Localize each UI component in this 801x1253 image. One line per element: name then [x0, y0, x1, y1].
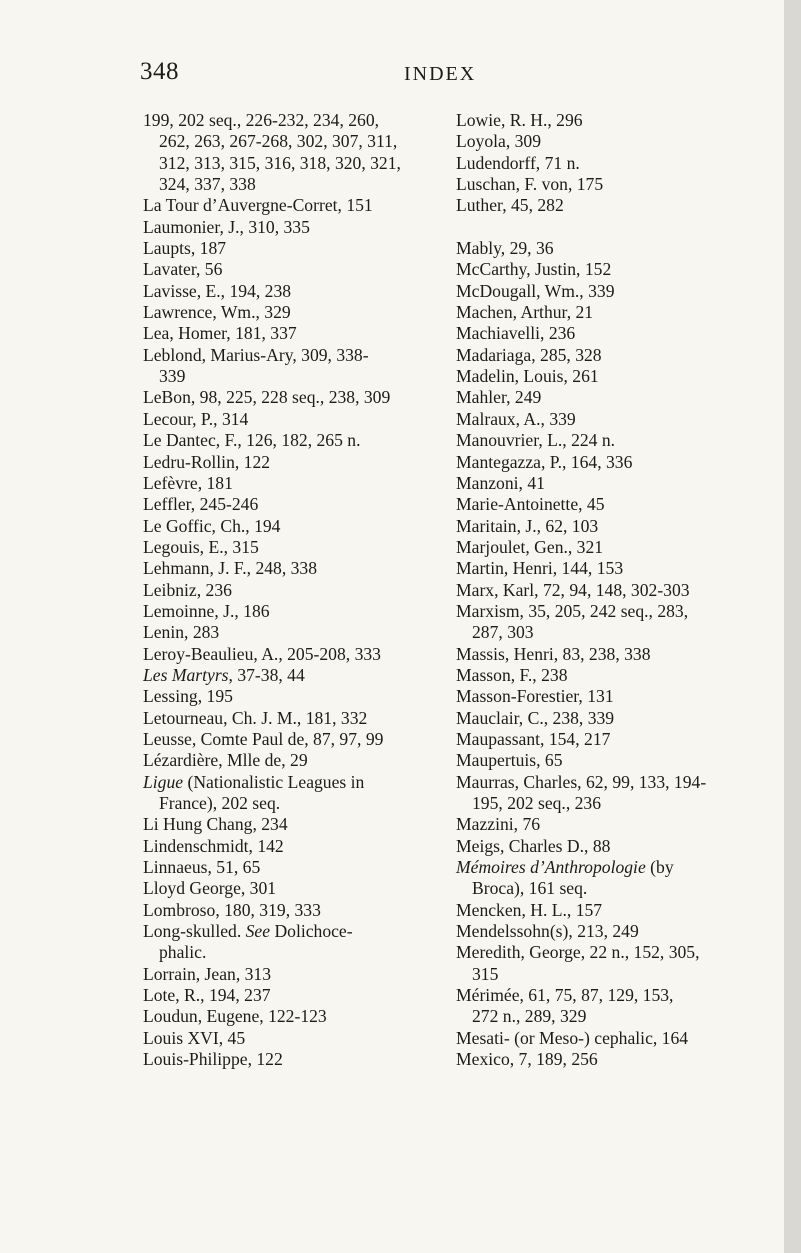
- index-entry: Mencken, H. L., 157: [456, 899, 603, 920]
- index-entry: Leroy-Beaulieu, A., 205-208, 333: [143, 643, 381, 664]
- see-reference: See: [245, 921, 271, 942]
- index-entry: Lessing, 195: [143, 686, 233, 707]
- index-entry-continuation: 195, 202 seq., 236: [472, 793, 602, 813]
- running-head: INDEX: [404, 63, 477, 85]
- page-number: 348: [140, 58, 179, 85]
- index-entry-continuation: 272 n., 289, 329: [472, 1006, 587, 1027]
- index-entry: Ledru-Rollin, 122: [143, 451, 271, 472]
- index-entry: Loudun, Eugene, 122-123: [143, 1006, 327, 1027]
- index-entry: Marx, Karl, 72, 94, 148, 302-303: [456, 579, 690, 600]
- index-entry: Mahler, 249: [456, 387, 542, 408]
- index-entry: Mexico, 7, 189, 256: [456, 1049, 598, 1070]
- index-entry: Lawrence, Wm., 329: [143, 302, 291, 323]
- index-entry: Massis, Henri, 83, 238, 338: [456, 643, 651, 664]
- index-entry-continuation: 339: [159, 366, 186, 387]
- index-column-left: [143, 110, 463, 1070]
- index-entry: Madariaga, 285, 328: [456, 344, 602, 365]
- index-entry: Laumonier, J., 310, 335: [143, 216, 310, 237]
- index-entry: Leffler, 245-246: [143, 494, 259, 515]
- index-entry: Louis-Philippe, 122: [143, 1049, 283, 1070]
- index-entry: Mably, 29, 36: [456, 238, 554, 259]
- index-entry: Masson, F., 238: [456, 664, 568, 685]
- index-entry: Letourneau, Ch. J. M., 181, 332: [143, 707, 368, 728]
- index-entry: Lefèvre, 181: [143, 472, 233, 493]
- index-entry-continuation: Broca), 161 seq.: [472, 878, 588, 899]
- index-entry-continuation: 287, 303: [472, 622, 534, 643]
- index-entry: Leblond, Marius-Ary, 309, 338-: [143, 344, 369, 365]
- index-entry: Les Martyrs, 37-38, 44: [143, 664, 305, 685]
- index-entry: McCarthy, Justin, 152: [456, 259, 612, 280]
- index-entry: Malraux, A., 339: [456, 408, 576, 429]
- index-entry: Lenin, 283: [143, 622, 220, 643]
- index-entry: Ludendorff, 71 n.: [456, 152, 580, 173]
- index-entry: Maupassant, 154, 217: [456, 728, 611, 749]
- index-entry: Marie-Antoinette, 45: [456, 494, 605, 515]
- index-entry: Louis XVI, 45: [143, 1027, 246, 1048]
- index-entry: Madelin, Louis, 261: [456, 366, 599, 387]
- index-entry: Lecour, P., 314: [143, 408, 249, 429]
- index-entry: Lloyd George, 301: [143, 878, 277, 899]
- index-entry: Le Dantec, F., 126, 182, 265 n.: [143, 430, 361, 451]
- index-title-italic: Les Martyrs: [143, 664, 229, 685]
- index-entry: Luther, 45, 282: [456, 195, 564, 216]
- index-entry: Le Goffic, Ch., 194: [143, 515, 281, 536]
- index-entry: Leusse, Comte Paul de, 87, 97, 99: [143, 728, 384, 749]
- index-entry: Long-skulled. See Dolichoce-: [143, 921, 353, 942]
- index-entry: Maritain, J., 62, 103: [456, 515, 599, 536]
- index-entry: Manouvrier, L., 224 n.: [456, 430, 616, 451]
- index-entry: Laupts, 187: [143, 238, 227, 259]
- index-entry: McDougall, Wm., 339: [456, 280, 615, 301]
- index-entry: Luschan, F. von, 175: [456, 174, 604, 195]
- letter-section-gap: [456, 217, 778, 238]
- index-entry-continuation: 312, 313, 315, 316, 318, 320, 321,: [159, 152, 401, 173]
- index-entry: Mauclair, C., 238, 339: [456, 707, 615, 728]
- index-entry: Lindenschmidt, 142: [143, 835, 284, 856]
- index-entry: Maurras, Charles, 62, 99, 133, 194-: [456, 771, 707, 792]
- index-entry: Mesati- (or Meso-) cephalic, 164: [456, 1027, 689, 1048]
- index-entry: Machiavelli, 236: [456, 323, 576, 344]
- index-entry: Maupertuis, 65: [456, 750, 563, 771]
- index-entry-continuation: 262, 263, 267-268, 302, 307, 311,: [159, 131, 398, 152]
- index-column-right: [456, 110, 778, 1070]
- index-entry: Mendelssohn(s), 213, 249: [456, 921, 639, 942]
- index-entry: Loyola, 309: [456, 131, 542, 152]
- index-entry-continuation: phalic.: [159, 942, 207, 963]
- index-entry: Lombroso, 180, 319, 333: [143, 899, 321, 920]
- index-entry: Meredith, George, 22 n., 152, 305,: [456, 942, 700, 963]
- index-title-italic: Ligue: [143, 771, 184, 792]
- index-entry: Lavisse, E., 194, 238: [143, 280, 292, 301]
- index-entry: Lowie, R. H., 296: [456, 110, 583, 130]
- index-entry: Ligue (Nationalistic Leagues in: [143, 771, 365, 792]
- index-entry: Martin, Henri, 144, 153: [456, 558, 624, 579]
- index-entry: Lehmann, J. F., 248, 338: [143, 558, 318, 579]
- index-entry: Manzoni, 41: [456, 472, 545, 493]
- index-entry: Li Hung Chang, 234: [143, 814, 288, 835]
- index-entry: Lemoinne, J., 186: [143, 600, 270, 621]
- page-edge-shadow: [784, 0, 801, 1253]
- index-entry: Linnaeus, 51, 65: [143, 857, 261, 878]
- index-entry: Marjoulet, Gen., 321: [456, 536, 604, 557]
- index-entry: Lote, R., 194, 237: [143, 985, 271, 1006]
- index-entry: Lézardière, Mlle de, 29: [143, 750, 308, 771]
- index-entry: Lavater, 56: [143, 259, 223, 280]
- index-entry: Mérimée, 61, 75, 87, 129, 153,: [456, 985, 674, 1006]
- index-entry: Marxism, 35, 205, 242 seq., 283,: [456, 600, 689, 621]
- index-entry-continuation: 315: [472, 963, 499, 984]
- index-entry: Mazzini, 76: [456, 814, 541, 835]
- index-entry: Mantegazza, P., 164, 336: [456, 451, 633, 472]
- index-entry: La Tour d’Auvergne-Corret, 151: [143, 195, 373, 216]
- index-entry-continuation: 324, 337, 338: [159, 174, 256, 195]
- index-entry: Machen, Arthur, 21: [456, 302, 594, 323]
- index-title-italic: Mémoires d’Anthropologie: [456, 857, 646, 878]
- index-entry-continuation: France), 202 seq.: [159, 793, 281, 813]
- page-header: [0, 58, 784, 98]
- index-entry: Lorrain, Jean, 313: [143, 963, 272, 984]
- index-entry: Leibniz, 236: [143, 579, 232, 600]
- index-entry: LeBon, 98, 225, 228 seq., 238, 309: [143, 387, 391, 408]
- index-entry: Masson-Forestier, 131: [456, 686, 614, 707]
- index-entry: Mémoires d’Anthropologie (by: [456, 857, 674, 878]
- index-entry: 199, 202 seq., 226-232, 234, 260,: [143, 110, 380, 130]
- index-entry: Meigs, Charles D., 88: [456, 835, 611, 856]
- index-entry: Lea, Homer, 181, 337: [143, 323, 297, 344]
- index-entry: Legouis, E., 315: [143, 536, 259, 557]
